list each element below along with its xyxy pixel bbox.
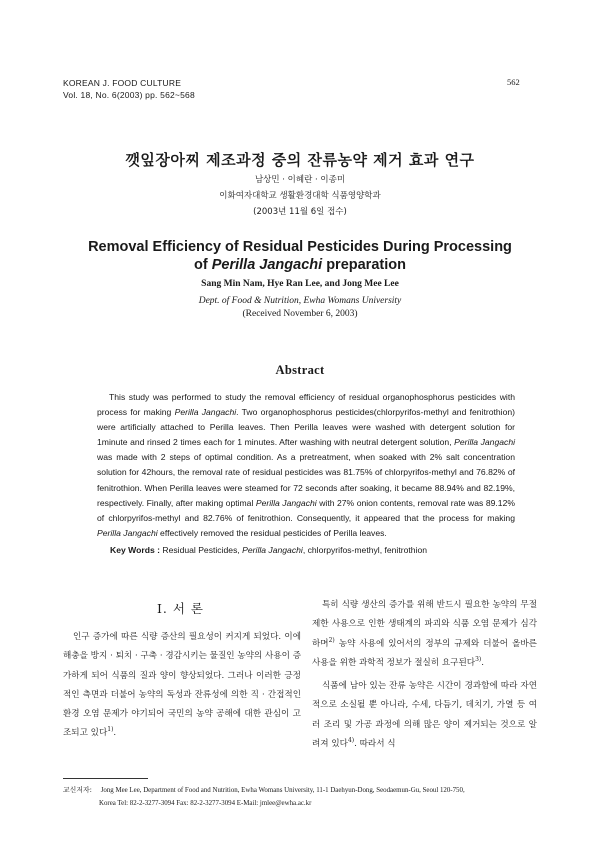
abstract-text: This study was performed to study the removal efficiency of residual organophosphorus pesticides with process for making — [97, 392, 515, 418]
english-affiliation: Dept. of Food & Nutrition, Ewha Womans University — [198, 296, 402, 306]
korean-authors: 남상민 · 이혜란 · 이종미 — [254, 175, 346, 185]
korean-received-date: (2003년 11월 6일 접수) — [253, 207, 347, 217]
body-text: . — [481, 657, 484, 668]
footnote-line2: Korea Tel: 82-2-3277-3094 Fax: 82-2-3277-3094 E-Mail: jmlee@ewha.ac.kr — [99, 800, 312, 807]
title-prefix: of — [194, 257, 212, 273]
footnote-line1: Jong Mee Lee, Department of Food and Nutrition, Ewha Womans University, 11-1 Daehyun-Dong, Seodaemun-Gu, Seoul 120-750, — [99, 787, 465, 794]
body-paragraph — [312, 677, 537, 754]
abstract-body — [97, 390, 515, 541]
volume-info: Vol. 18, No. 6(2003) pp. 562~568 — [63, 90, 195, 100]
english-title — [0, 238, 600, 274]
abstract-text: effectively removed the residual pesticides of Perilla leaves. — [157, 527, 387, 538]
footnote-label: 교신저자: — [63, 786, 92, 794]
body-text: 식품에 남아 있는 잔류 농약은 시간이 경과함에 따라 자연적으로 소실될 뿐 아니라, 수세, 다듬기, 데치기, 가열 등 여러 조리 및 가공 과정에 의해 많은 양이 제거되는 것으로 알려져 있다 — [312, 681, 537, 750]
page-number: 562 — [507, 77, 520, 87]
korean-title: 깻잎장아찌 제조과정 중의 잔류농약 제거 효과 연구 — [125, 151, 475, 169]
keywords — [110, 545, 530, 555]
body-text: 농약 사용에 있어서의 정부의 규제와 더불어 올바른 사용을 위한 과학적 정보가 절실히 요구된다 — [312, 638, 537, 668]
title-italic: Perilla Jangachi — [211, 257, 323, 273]
footnote-divider — [63, 778, 148, 779]
abstract-text: with 27% onion contents, removal rate was 89.12% of chlorpyrifos-methyl and 82.76% of fenitrothion. Consequently, it appeared that the process for making — [97, 497, 515, 523]
citation: 4) — [347, 737, 355, 745]
body-paragraph — [312, 596, 537, 673]
keywords-label: Key Words : — [110, 545, 160, 555]
korean-affiliation: 이화여자대학교 생활환경대학 식품영양학과 — [219, 191, 381, 201]
citation: 1) — [107, 726, 114, 734]
english-received-date: (Received November 6, 2003) — [242, 309, 358, 319]
english-title-line2 — [0, 256, 600, 274]
journal-name: KOREAN J. FOOD CULTURE — [63, 78, 182, 88]
english-authors: Sang Min Nam, Hye Ran Lee, and Jong Mee Lee — [201, 279, 399, 289]
body-text: 인구 증가에 따른 식량 증산의 필요성이 커지게 되었다. 이에 해충을 방지 · 퇴치 · 구축 · 경감시키는 물질인 농약의 사용이 증가하게 되어 식품의 질과 양이 향상되었다. 그러나 이러한 긍정적인 측면과 더불어 농약의 독성과 잔류성에 의한 직 · 간접적인 환경 오염 문제가 야기되어 국민의 농약 공해에 대한 관심이 고조되고 있다 — [63, 632, 301, 739]
body-paragraph — [63, 628, 301, 744]
body-text: 특히 식량 생산의 증가를 위해 반드시 필요한 농약의 무절제한 사용으로 인한 생태계의 파괴와 식품 오염 문제가 심각하며 — [312, 600, 537, 649]
journal-header — [63, 77, 195, 101]
keywords-text: Residual Pesticides, — [159, 545, 243, 555]
abstract-italic: Perilla Jangachi — [255, 497, 317, 508]
section-heading: I. 서 론 — [156, 601, 204, 616]
abstract-heading: Abstract — [275, 363, 325, 377]
abstract-italic: Perilla Jangachi — [174, 407, 237, 418]
abstract-paragraph — [97, 390, 515, 541]
abstract-italic: Perilla Jangachi — [454, 437, 516, 448]
body-column-left — [63, 628, 301, 744]
citation: 2) — [328, 636, 335, 644]
keywords-text: , chlorpyrifos-methyl, fenitrothion — [302, 545, 428, 555]
abstract-text: was made with 2 steps of optimal condition. As a pretreatment, when soaked with 2% salt concentration solution for 42hours, the removal rate of residual pesticides was 81.75% of chlorpyrifos-methyl and 76.82% of fenitrothion. When Perilla leaves were steamed for 72 seconds after soaking, it became 88.94% and 82.19%, respectively. Finally, after making optimal — [97, 452, 515, 508]
citation: 3) — [475, 656, 482, 664]
abstract-italic: Perilla Jangachi — [97, 527, 158, 538]
english-title-line1: Removal Efficiency of Residual Pesticides During Processing — [88, 239, 512, 255]
abstract-text: . Two organophosphorus pesticides(chlorpyrifos-methyl and fenitrothion) were artificially attached to Perilla leaves. Then Perilla leaves were washed with detergent solution for 1minute and rinsed 2 times each for 1 minutes. After washing with neutral detergent solution, — [97, 407, 515, 448]
body-text: . 따라서 식 — [354, 739, 396, 750]
title-suffix: preparation — [322, 257, 406, 273]
keywords-italic: Perilla Jangachi — [242, 545, 303, 555]
body-column-right — [312, 596, 537, 754]
body-text: . — [113, 728, 117, 739]
footnote — [63, 784, 543, 810]
